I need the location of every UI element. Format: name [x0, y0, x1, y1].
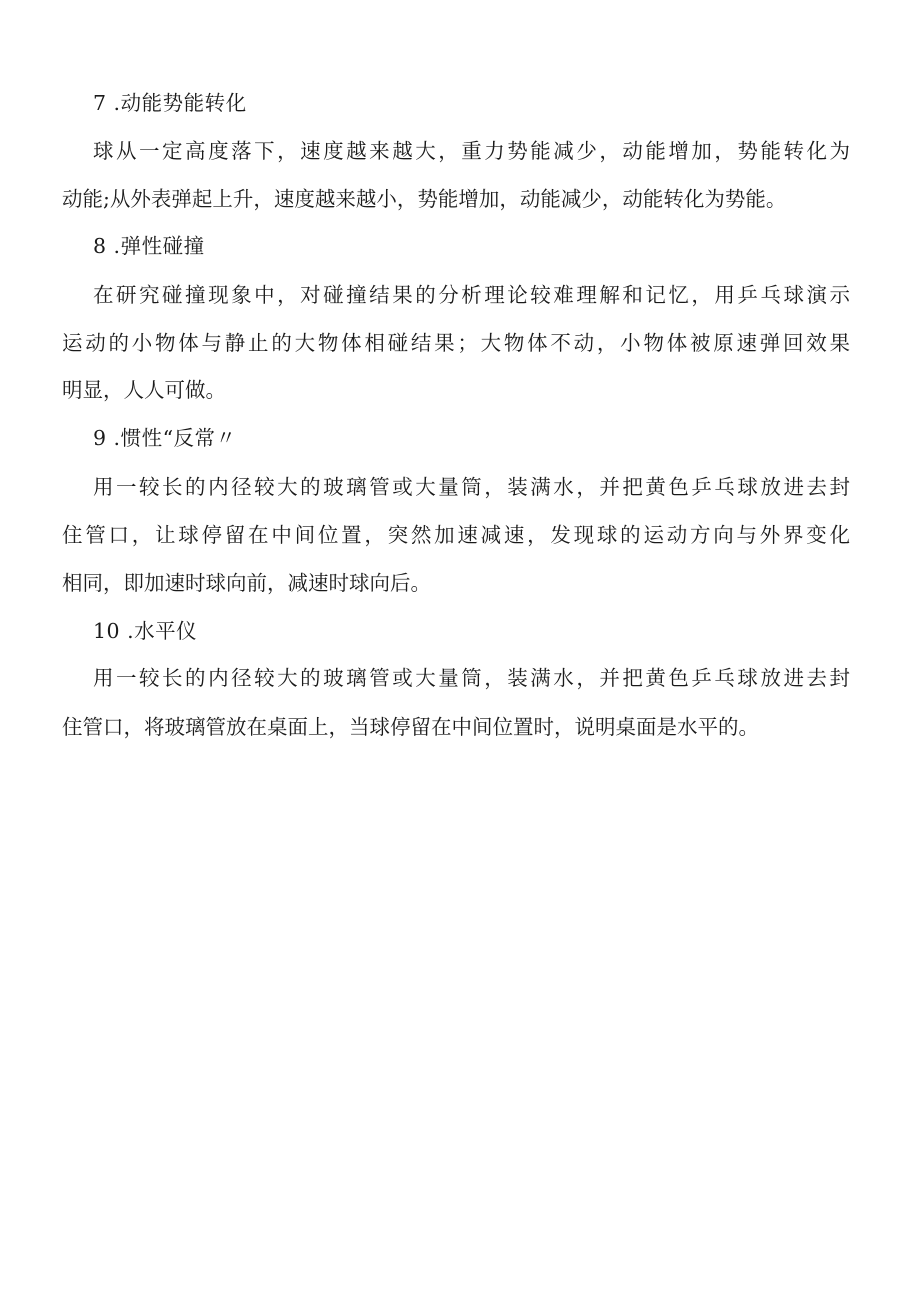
section-8-paragraph-line-2: 运动的小物体与静止的大物体相碰结果；大物体不动，小物体被原速弹回效果 [62, 331, 850, 355]
section-9-heading: 9 .惯性“反常〃 [93, 426, 237, 450]
section-10-paragraph-line-1: 用一较长的内径较大的玻璃管或大量筒，装满水，并把黄色乒乓球放进去封 [93, 666, 850, 690]
section-7-heading: 7 .动能势能转化 [93, 91, 247, 115]
section-8-paragraph-line-1: 在研究碰撞现象中，对碰撞结果的分析理论较难理解和记忆，用乒乓球演示 [93, 283, 850, 307]
section-9-paragraph-line-2: 住管口，让球停留在中间位置，突然加速减速，发现球的运动方向与外界变化 [62, 523, 850, 547]
section-10-paragraph-line-2: 住管口，将玻璃管放在桌面上，当球停留在中间位置时，说明桌面是水平的。 [62, 715, 759, 739]
section-7-paragraph-line-1: 球从一定高度落下，速度越来越大，重力势能减少，动能增加，势能转化为 [93, 139, 850, 163]
section-9-paragraph-line-3: 相同，即加速时球向前，减速时球向后。 [62, 571, 431, 595]
section-8-heading: 8 .弹性碰撞 [93, 234, 205, 258]
section-10-heading: 10 .水平仪 [93, 619, 198, 643]
section-8-paragraph-line-3: 明显，人人可做。 [62, 378, 226, 402]
section-7-paragraph-line-2: 动能;从外表弹起上升，速度越来越小，势能增加，动能减少，动能转化为势能。 [62, 187, 787, 211]
section-9-paragraph-line-1: 用一较长的内径较大的玻璃管或大量筒，装满水，并把黄色乒乓球放进去封 [93, 475, 850, 499]
